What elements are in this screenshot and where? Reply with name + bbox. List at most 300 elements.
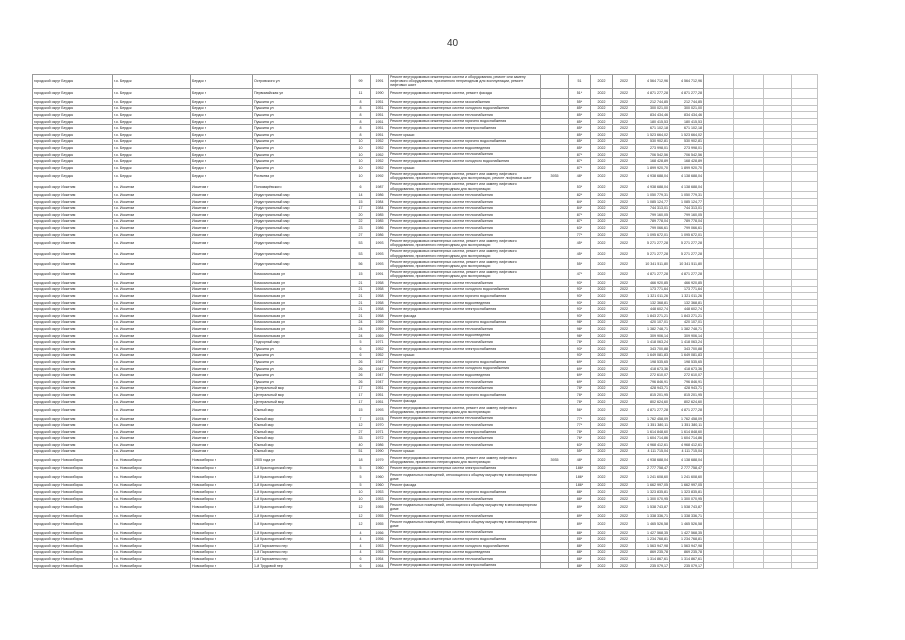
table-row <box>33 392 818 399</box>
cell-empty <box>792 198 818 205</box>
cell-year-start: 2022 <box>591 138 613 145</box>
cell-empty <box>764 131 792 138</box>
cell-year-built: 1951 <box>371 99 389 106</box>
cell-empty <box>764 75 792 89</box>
cell-empty <box>764 465 792 472</box>
cell-wear-percent: 85* <box>569 125 591 132</box>
cell-empty <box>792 398 818 405</box>
cell-year-built: 1951 <box>371 131 389 138</box>
cell-municipality: городской округ Новосибирск <box>33 549 113 556</box>
cell-empty <box>704 118 734 125</box>
cell-empty <box>792 164 818 171</box>
cell-house-number: 26 <box>351 359 371 366</box>
cell-area <box>541 280 569 287</box>
cell-year-start: 2022 <box>591 422 613 429</box>
cell-work-type: Ремонт внутридомовых инженерных систем теплоснабжения <box>389 435 541 442</box>
cell-total-cost: 448 602,74 <box>636 306 670 313</box>
cell-total-cost-repeat: 1 050 779,31 <box>670 192 704 199</box>
cell-year-start: 2022 <box>591 286 613 293</box>
cell-empty <box>734 225 764 232</box>
cell-city: Искитим г <box>191 398 253 405</box>
cell-work-type: Ремонт внутридомовых инженерных систем водоотведения <box>389 549 541 556</box>
cell-house-number: 56 <box>351 259 371 269</box>
cell-year-built: 1951 <box>371 105 389 112</box>
cell-city: Новосибирск г <box>191 519 253 529</box>
cell-house-number: 18 <box>351 455 371 465</box>
cell-total-cost: 1 241 608,60 <box>636 472 670 482</box>
cell-area <box>541 286 569 293</box>
cell-total-cost-repeat: 4 111 715,04 <box>670 448 704 455</box>
cell-empty <box>792 269 818 279</box>
cell-total-cost-repeat: 1 241 608,60 <box>670 472 704 482</box>
cell-area <box>541 112 569 119</box>
cell-locality-district: г.о. Искитим <box>113 435 191 442</box>
cell-wear-percent: 93* <box>569 352 591 359</box>
cell-municipality: городской округ Искитим <box>33 415 113 422</box>
cell-street: Комсомольская ул <box>253 293 351 300</box>
cell-street: Пушкина ул <box>253 151 351 158</box>
cell-house-number: 10 <box>351 151 371 158</box>
cell-wear-percent: 93* <box>569 313 591 320</box>
cell-wear-percent: 186* <box>569 472 591 482</box>
cell-total-cost: 799 066,61 <box>636 225 670 232</box>
cell-empty <box>704 549 734 556</box>
cell-total-cost: 466 920,85 <box>636 280 670 287</box>
cell-empty <box>704 536 734 543</box>
cell-house-number: 4 <box>351 536 371 543</box>
cell-area <box>541 138 569 145</box>
cell-municipality: городской округ Искитим <box>33 248 113 258</box>
cell-empty <box>704 138 734 145</box>
cell-municipality: городской округ Искитим <box>33 306 113 313</box>
cell-empty <box>792 99 818 106</box>
cell-street: 1-й Краснодонский пер <box>253 519 351 529</box>
cell-empty <box>792 529 818 536</box>
cell-empty <box>792 326 818 333</box>
cell-area <box>541 405 569 415</box>
cell-wear-percent: 63* <box>569 442 591 449</box>
cell-street: Южный мкр <box>253 422 351 429</box>
cell-work-type: Ремонт внутридомовых инженерных систем горячего водоснабжения <box>389 489 541 496</box>
cell-locality-district: г.о. Искитим <box>113 205 191 212</box>
cell-empty <box>764 99 792 106</box>
cell-empty <box>734 105 764 112</box>
cell-total-cost: 235 079,17 <box>636 562 670 569</box>
table-row <box>33 131 818 138</box>
cell-year-end: 2022 <box>613 125 636 132</box>
cell-year-start: 2022 <box>591 428 613 435</box>
cell-total-cost: 10 341 511,80 <box>636 259 670 269</box>
cell-empty <box>764 345 792 352</box>
cell-total-cost: 799 160,05 <box>636 212 670 219</box>
cell-year-end: 2022 <box>613 529 636 536</box>
cell-total-cost: 4 564 712,96 <box>636 75 670 89</box>
cell-wear-percent: 55* <box>569 259 591 269</box>
cell-total-cost-repeat: 1 523 664,02 <box>670 131 704 138</box>
cell-area <box>541 326 569 333</box>
cell-empty <box>792 231 818 238</box>
cell-municipality: городской округ Искитим <box>33 422 113 429</box>
cell-street: Пушкина ул <box>253 158 351 165</box>
cell-city: Искитим г <box>191 378 253 385</box>
cell-empty <box>792 145 818 152</box>
cell-wear-percent: 63* <box>569 225 591 232</box>
cell-empty <box>792 489 818 496</box>
cell-locality-district: г.о. Искитим <box>113 293 191 300</box>
cell-year-end: 2022 <box>613 495 636 502</box>
cell-empty <box>764 319 792 326</box>
cell-empty <box>792 372 818 379</box>
cell-total-cost: 1 843 271,21 <box>636 313 670 320</box>
cell-empty <box>704 131 734 138</box>
cell-area <box>541 118 569 125</box>
cell-work-type: Ремонт внутридомовых инженерных систем горячего водоснабжения <box>389 359 541 366</box>
cell-empty <box>734 372 764 379</box>
table-row <box>33 293 818 300</box>
cell-house-number: 8 <box>351 99 371 106</box>
cell-year-built: 1953 <box>371 489 389 496</box>
cell-house-number: 4 <box>351 529 371 536</box>
table-row <box>33 345 818 352</box>
cell-empty <box>704 205 734 212</box>
cell-empty <box>792 112 818 119</box>
cell-empty <box>704 385 734 392</box>
cell-house-number: 21 <box>351 306 371 313</box>
table-row <box>33 359 818 366</box>
cell-work-type: Ремонт внутридомовых инженерных систем электроснабжения <box>389 345 541 352</box>
cell-locality-district: г.о. Искитим <box>113 231 191 238</box>
cell-year-end: 2022 <box>613 192 636 199</box>
cell-empty <box>704 112 734 119</box>
cell-empty <box>734 181 764 191</box>
cell-municipality: городской округ Искитим <box>33 293 113 300</box>
cell-empty <box>704 556 734 563</box>
cell-house-number: 12 <box>351 502 371 512</box>
cell-empty <box>792 422 818 429</box>
table-row <box>33 502 818 512</box>
cell-total-cost-repeat: 706 542,56 <box>670 151 704 158</box>
cell-locality-district: г.о. Искитим <box>113 259 191 269</box>
cell-year-start: 2022 <box>591 489 613 496</box>
cell-work-type: Ремонт внутридомовых инженерных систем теплоснабжения <box>389 218 541 225</box>
cell-house-number: 24 <box>351 319 371 326</box>
cell-area <box>541 319 569 326</box>
cell-total-cost-repeat: 10 341 511,80 <box>670 259 704 269</box>
cell-city: Искитим г <box>191 319 253 326</box>
cell-locality-district: г.о. Новосибирск <box>113 465 191 472</box>
cell-empty <box>792 392 818 399</box>
cell-year-end: 2022 <box>613 465 636 472</box>
cell-work-type: Ремонт внутридомовых инженерных систем, ремонт или замену лифтового оборудования, признанного непригодным для эксплуатации <box>389 455 541 465</box>
cell-street: Комсомольская ул <box>253 332 351 339</box>
cell-street: 1-й Пархоменко пер <box>253 549 351 556</box>
cell-year-end: 2022 <box>613 151 636 158</box>
cell-wear-percent: 77* <box>569 422 591 429</box>
cell-work-type: Ремонт внутридомовых инженерных систем, ремонт фасада <box>389 88 541 98</box>
cell-year-built: 1951 <box>371 125 389 132</box>
table-row <box>33 549 818 556</box>
cell-street: Первомайская ул <box>253 88 351 98</box>
table-row <box>33 125 818 132</box>
cell-municipality: городской округ Искитим <box>33 372 113 379</box>
cell-house-number: 8 <box>351 118 371 125</box>
cell-empty <box>792 428 818 435</box>
cell-empty <box>764 118 792 125</box>
cell-locality-district: г.о. Искитим <box>113 422 191 429</box>
cell-house-number: 17 <box>351 205 371 212</box>
cell-area <box>541 339 569 346</box>
cell-empty <box>704 398 734 405</box>
cell-empty <box>734 415 764 422</box>
cell-year-start: 2022 <box>591 192 613 199</box>
cell-wear-percent: 186* <box>569 482 591 489</box>
table-row <box>33 151 818 158</box>
cell-empty <box>734 171 764 181</box>
cell-year-built: 1959 <box>371 326 389 333</box>
cell-empty <box>704 428 734 435</box>
cell-year-built: 1947 <box>371 378 389 385</box>
cell-work-type: Ремонт крыши <box>389 164 541 171</box>
cell-empty <box>764 248 792 258</box>
cell-municipality: городской округ Новосибирск <box>33 536 113 543</box>
cell-empty <box>704 495 734 502</box>
cell-year-built: 1954 <box>371 556 389 563</box>
cell-empty <box>792 158 818 165</box>
cell-empty <box>792 365 818 372</box>
cell-year-built: 1986 <box>371 192 389 199</box>
cell-wear-percent: 69* <box>569 365 591 372</box>
cell-empty <box>704 145 734 152</box>
cell-empty <box>792 75 818 89</box>
table-body <box>33 75 818 569</box>
cell-work-type: Ремонт внутридомовых инженерных систем теплоснабжения <box>389 529 541 536</box>
cell-total-cost: 1 899 920,70 <box>636 164 670 171</box>
cell-locality-district: г.о. Искитим <box>113 306 191 313</box>
cell-total-cost: 1 614 848,60 <box>636 428 670 435</box>
cell-empty <box>764 542 792 549</box>
cell-year-end: 2022 <box>613 502 636 512</box>
cell-street: Пушкина ул <box>253 145 351 152</box>
cell-city: Искитим г <box>191 332 253 339</box>
cell-street: Пушкина ул <box>253 378 351 385</box>
cell-area <box>541 231 569 238</box>
cell-year-end: 2022 <box>613 158 636 165</box>
cell-total-cost-repeat: 4 564 712,96 <box>670 75 704 89</box>
cell-empty <box>704 392 734 399</box>
table-row <box>33 198 818 205</box>
cell-year-built: 1952 <box>371 345 389 352</box>
cell-work-type: Ремонт внутридомовых инженерных систем водоотведения <box>389 299 541 306</box>
cell-year-built: 1951 <box>371 118 389 125</box>
cell-year-end: 2022 <box>613 372 636 379</box>
cell-empty <box>734 118 764 125</box>
cell-house-number: 10 <box>351 489 371 496</box>
cell-wear-percent: 78* <box>569 428 591 435</box>
cell-total-cost: 272 610,07 <box>636 372 670 379</box>
cell-empty <box>764 171 792 181</box>
cell-street: 1-й Краснодонский пер <box>253 512 351 519</box>
cell-municipality: городской округ Новосибирск <box>33 502 113 512</box>
cell-wear-percent: 45* <box>569 248 591 258</box>
cell-municipality: городской округ Бердск <box>33 88 113 98</box>
cell-year-built: 1953 <box>371 495 389 502</box>
cell-empty <box>704 352 734 359</box>
cell-municipality: городской округ Бердск <box>33 125 113 132</box>
table-row <box>33 238 818 248</box>
cell-year-built: 1986 <box>371 231 389 238</box>
cell-total-cost-repeat: 1 427 568,35 <box>670 529 704 536</box>
cell-year-end: 2022 <box>613 88 636 98</box>
cell-house-number: 53 <box>351 238 371 248</box>
cell-year-end: 2022 <box>613 286 636 293</box>
cell-municipality: городской округ Новосибирск <box>33 556 113 563</box>
cell-street: Индустриальный мкр <box>253 218 351 225</box>
cell-municipality: городской округ Бердск <box>33 112 113 119</box>
cell-work-type: Ремонт внутридомовых инженерных систем электроснабжения <box>389 306 541 313</box>
cell-municipality: городской округ Искитим <box>33 339 113 346</box>
cell-year-built: 1986 <box>371 225 389 232</box>
cell-empty <box>792 205 818 212</box>
cell-empty <box>734 365 764 372</box>
cell-municipality: городской округ Искитим <box>33 319 113 326</box>
cell-empty <box>734 238 764 248</box>
cell-year-end: 2022 <box>613 238 636 248</box>
cell-year-start: 2022 <box>591 280 613 287</box>
cell-wear-percent: 93* <box>569 299 591 306</box>
cell-empty <box>764 205 792 212</box>
cell-empty <box>792 225 818 232</box>
cell-house-number: 14 <box>351 192 371 199</box>
cell-year-end: 2022 <box>613 105 636 112</box>
cell-house-number: 99 <box>351 75 371 89</box>
cell-area <box>541 465 569 472</box>
cell-year-end: 2022 <box>613 225 636 232</box>
cell-municipality: городской округ Искитим <box>33 238 113 248</box>
cell-city: Бердск г <box>191 75 253 89</box>
cell-empty <box>704 259 734 269</box>
cell-locality-district: г.о. Искитим <box>113 225 191 232</box>
cell-area <box>541 131 569 138</box>
cell-total-cost: 300 021,00 <box>636 105 670 112</box>
cell-work-type: Ремонт внутридомовых инженерных систем теплоснабжения <box>389 326 541 333</box>
cell-house-number: 5 <box>351 482 371 489</box>
table-row <box>33 212 818 219</box>
cell-total-cost-repeat: 1 538 743,87 <box>670 502 704 512</box>
cell-total-cost-repeat: 198 535,65 <box>670 359 704 366</box>
cell-total-cost-repeat: 4 871 277,28 <box>670 405 704 415</box>
cell-total-cost: 343 700,88 <box>636 345 670 352</box>
cell-empty <box>704 299 734 306</box>
cell-empty <box>764 455 792 465</box>
cell-empty <box>704 542 734 549</box>
cell-city: Новосибирск г <box>191 556 253 563</box>
cell-empty <box>734 428 764 435</box>
cell-empty <box>792 502 818 512</box>
cell-wear-percent: 69* <box>569 378 591 385</box>
cell-total-cost: 802 624,60 <box>636 398 670 405</box>
cell-year-built: 1991 <box>371 75 389 89</box>
cell-city: Бердск г <box>191 99 253 106</box>
cell-wear-percent: 69* <box>569 372 591 379</box>
cell-total-cost-repeat: 1 604 714,86 <box>670 435 704 442</box>
cell-locality-district: г.о. Новосибирск <box>113 512 191 519</box>
cell-area <box>541 378 569 385</box>
cell-total-cost: 1 465 526,58 <box>636 519 670 529</box>
table-row <box>33 319 818 326</box>
cell-work-type: Ремонт внутридомовых инженерных систем газоснабжения <box>389 99 541 106</box>
cell-total-cost-repeat: 4 968 412,61 <box>670 442 704 449</box>
cell-empty <box>792 345 818 352</box>
cell-locality-district: г.о. Искитим <box>113 365 191 372</box>
cell-city: Искитим г <box>191 286 253 293</box>
cell-empty <box>704 465 734 472</box>
table-row <box>33 75 818 89</box>
cell-work-type: Ремонт внутридомовых инженерных систем холодного водоснабжения <box>389 105 541 112</box>
cell-house-number: 40 <box>351 442 371 449</box>
cell-empty <box>764 112 792 119</box>
cell-empty <box>792 306 818 313</box>
cell-municipality: городской округ Искитим <box>33 192 113 199</box>
cell-empty <box>704 332 734 339</box>
cell-year-built: 1952 <box>371 352 389 359</box>
cell-total-cost-repeat: 132 368,81 <box>670 299 704 306</box>
cell-empty <box>734 138 764 145</box>
cell-empty <box>792 293 818 300</box>
cell-empty <box>734 352 764 359</box>
cell-locality-district: г.о. Новосибирск <box>113 489 191 496</box>
cell-year-start: 2022 <box>591 339 613 346</box>
cell-area <box>541 365 569 372</box>
cell-work-type: Ремонт внутридомовых инженерных систем водоотведения <box>389 145 541 152</box>
cell-year-built: 1970 <box>371 422 389 429</box>
cell-empty <box>734 125 764 132</box>
cell-empty <box>704 489 734 496</box>
cell-city: Искитим г <box>191 280 253 287</box>
cell-street: Центральный мкр <box>253 392 351 399</box>
cell-total-cost-repeat: 799 066,61 <box>670 225 704 232</box>
cell-empty <box>734 293 764 300</box>
cell-empty <box>734 405 764 415</box>
cell-area <box>541 158 569 165</box>
cell-year-end: 2022 <box>613 455 636 465</box>
cell-wear-percent: 69* <box>569 359 591 366</box>
cell-empty <box>734 164 764 171</box>
cell-year-end: 2022 <box>613 99 636 106</box>
table-row <box>33 415 818 422</box>
cell-empty <box>764 299 792 306</box>
cell-empty <box>704 293 734 300</box>
cell-empty <box>734 131 764 138</box>
cell-empty <box>704 372 734 379</box>
cell-empty <box>764 238 792 248</box>
cell-municipality: городской округ Искитим <box>33 218 113 225</box>
cell-street: Комсомольская ул <box>253 280 351 287</box>
table-row <box>33 435 818 442</box>
cell-house-number: 7 <box>351 415 371 422</box>
cell-year-built: 1958 <box>371 286 389 293</box>
cell-city: Новосибирск г <box>191 529 253 536</box>
table-row <box>33 259 818 269</box>
cell-empty <box>792 442 818 449</box>
cell-year-end: 2022 <box>613 145 636 152</box>
cell-locality-district: г.о. Новосибирск <box>113 455 191 465</box>
cell-street: Подгорный мкр <box>253 339 351 346</box>
cell-locality-district: г.о. Бердск <box>113 158 191 165</box>
cell-year-end: 2022 <box>613 415 636 422</box>
cell-house-number: 15 <box>351 198 371 205</box>
cell-street: 1-й Краснодонский пер <box>253 495 351 502</box>
cell-work-type: Ремонт внутридомовых инженерных систем, ремонт или замену лифтового оборудования, признанного непригодным для эксплуатации, ремонт лифтовых шахт <box>389 171 541 181</box>
